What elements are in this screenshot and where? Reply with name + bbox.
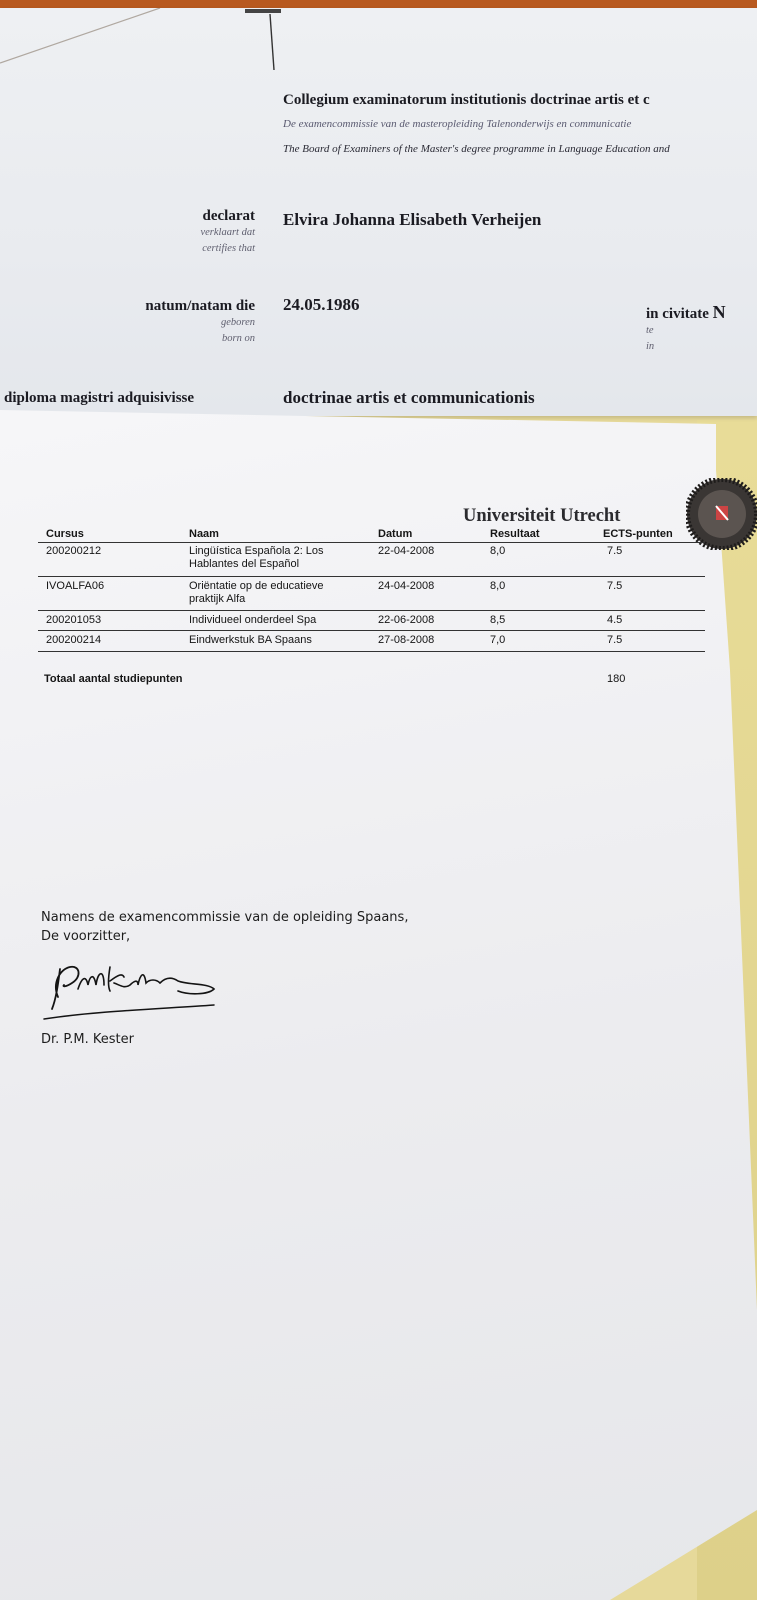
signer-name: Dr. P.M. Kester xyxy=(41,1032,134,1047)
total-credits-value: 180 xyxy=(607,673,626,685)
declarat-label: declarat verklaart dat certifies that xyxy=(200,208,255,254)
row-resultaat: 7,0 xyxy=(490,634,506,646)
row-cursus: 200200214 xyxy=(46,634,102,646)
table-row xyxy=(38,631,705,652)
col-naam: Naam xyxy=(189,528,219,540)
row-resultaat: 8,5 xyxy=(490,614,506,626)
birth-date: 24.05.1986 xyxy=(283,295,360,314)
city-initial: N xyxy=(712,302,726,322)
table-header-row xyxy=(38,528,705,543)
col-resultaat: Resultaat xyxy=(490,528,540,540)
table-row xyxy=(38,577,705,611)
row-resultaat: 8,0 xyxy=(490,580,506,592)
diploma-value: doctrinae artis et communicationis xyxy=(283,388,535,407)
row-ects: 4.5 xyxy=(607,614,623,626)
col-ects: ECTS-punten xyxy=(603,528,673,540)
row-resultaat: 8,0 xyxy=(490,545,506,557)
row-datum: 22-04-2008 xyxy=(378,545,435,557)
header-dutch: De examencommissie van de masteropleiding Talenonderwijs en communicatie xyxy=(283,118,632,130)
signature-line-1: Namens de examencommissie van de opleiding Spaans, xyxy=(41,910,409,925)
signature-line-2: De voorzitter, xyxy=(41,929,131,944)
row-naam: Oriëntatie op de educatieve praktijk Alfa xyxy=(189,580,324,605)
row-naam: Individueel onderdeel Spa xyxy=(189,614,317,626)
header-english: The Board of Examiners of the Master's degree programme in Language Education and xyxy=(283,143,670,155)
grades-table xyxy=(38,528,705,652)
natum-label: natum/natam die geboren born on xyxy=(145,298,255,344)
row-datum: 24-04-2008 xyxy=(378,580,435,592)
row-cursus: 200201053 xyxy=(46,614,102,626)
paper-edge-line xyxy=(0,8,170,68)
table-row xyxy=(38,543,705,577)
handwritten-signature xyxy=(38,955,228,1025)
university-name: Universiteit Utrecht xyxy=(463,506,621,526)
header-latin: Collegium examinatorum institutionis doctrinae artis et c xyxy=(283,92,650,108)
paper-mark xyxy=(245,8,285,72)
col-datum: Datum xyxy=(378,528,413,540)
row-ects: 7.5 xyxy=(607,545,623,557)
total-credits-label: Totaal aantal studiepunten xyxy=(44,673,183,685)
diploma-label: diploma magistri adquisivisse xyxy=(4,390,195,406)
row-cursus: IVOALFA06 xyxy=(46,580,105,592)
row-ects: 7.5 xyxy=(607,634,623,646)
row-datum: 27-08-2008 xyxy=(378,634,435,646)
table-row xyxy=(38,611,705,631)
col-cursus: Cursus xyxy=(46,528,84,540)
row-naam: Lingüística Española 2: Los Hablantes del Español xyxy=(189,545,324,570)
holder-name: Elvira Johanna Elisabeth Verheijen xyxy=(283,210,542,229)
row-naam: Eindwerkstuk BA Spaans xyxy=(189,634,312,646)
row-cursus: 200200212 xyxy=(46,545,102,557)
row-ects: 7.5 xyxy=(607,580,623,592)
row-datum: 22-06-2008 xyxy=(378,614,435,626)
signature-caption xyxy=(41,908,408,946)
civitate-label: in civitate N te in xyxy=(646,302,726,352)
